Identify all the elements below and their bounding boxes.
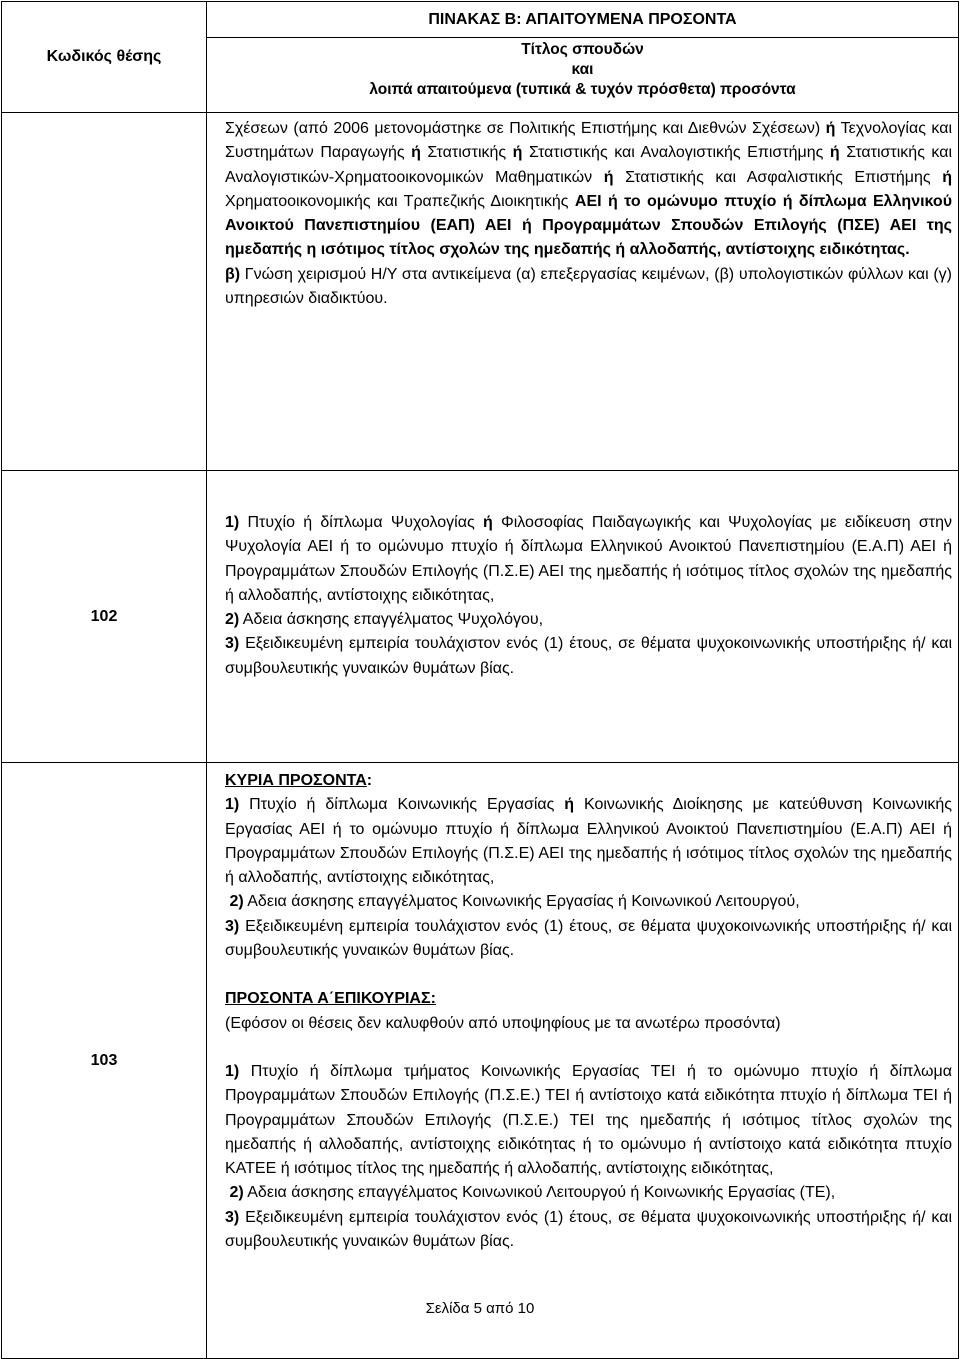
column-header-code: Κωδικός θέσης xyxy=(2,2,207,113)
table-row xyxy=(2,113,959,471)
text-segment: ή xyxy=(603,168,614,186)
text-segment: ή xyxy=(829,144,840,162)
column-header-title xyxy=(207,38,959,113)
text-segment: ή xyxy=(825,120,836,137)
qualification-item-3: 3) Εξειδικευμένη εμπειρία τουλάχιστον ενός (1) έτους, σε θέματα ψυχοκοινωνικής υποστήριξης ή/ και συμβουλευτικής γυναικών θυμάτων βίας. xyxy=(225,635,952,677)
main-qualification-item-1: 1) Πτυχίο ή δίπλωμα Κοινωνικής Εργασίας ή Κοινωνικής Διοίκησης με κατεύθυνση Κοινωνικής Εργασίας ΑΕΙ ή το ομώνυμο πτυχίο ή δίπλωμα Ελληνικού Ανοικτού Πανεπιστημίου (Ε.Α.Π) ΑΕΙ ή Προγραμμάτων Σπουδών Επιλογής (Π.Σ.Ε) ΑΕΙ της ημεδαπής ή ισότιμος τίτλος σχολών της ημεδαπής ή αλλοδαπής, αντίστοιχης ειδικότητας, xyxy=(225,796,953,887)
position-code: 103 xyxy=(2,763,207,1359)
column-header-line-3: λοιπά απαιτούμενα (τυπικά & τυχόν πρόσθετα) προσόντα xyxy=(369,81,796,98)
position-code xyxy=(2,113,207,471)
requirements-table xyxy=(1,1,959,1359)
main-qualifications-heading: ΚΥΡΙΑ ΠΡΟΣΟΝΤΑ: xyxy=(225,772,373,789)
text-segment: ή xyxy=(411,144,421,162)
table-row xyxy=(2,471,959,763)
main-qualification-item-2: 2) Αδεια άσκησης επαγγέλματος Κοινωνικής Εργασίας ή Κοινωνικού Λειτουργού, xyxy=(229,893,800,911)
text-segment: Σχέσεων (από 2006 μετονομάστηκε σε Πολιτικής Επιστήμης και Διεθνών Σχέσεων) xyxy=(225,120,826,137)
text-segment: ή xyxy=(942,168,952,186)
text-segment: Στατιστικής και Ασφαλιστικής Επιστήμης xyxy=(613,168,943,186)
aux-qualification-item-2: 2) Αδεια άσκησης επαγγέλματος Κοινωνικού Λειτουργού ή Κοινωνικής Εργασίας (ΤΕ), xyxy=(229,1184,836,1202)
qualification-item-1: 1) Πτυχίο ή δίπλωμα Ψυχολογίας ή Φιλοσοφίας Παιδαγωγικής και Ψυχολογίας με ειδίκευση στην Ψυχολογία ΑΕΙ ή το ομώνυμο πτυχίο ή δίπλωμα Ελληνικού Ανοικτού Πανεπιστημίου (Ε.Α.Π) ΑΕΙ ή Προγραμμάτων Σπουδών Επιλογής (Π.Σ.Ε) ΑΕΙ της ημεδαπής ή ισότιμος τίτλος σχολών της ημεδαπής ή αλλοδαπής, αντίστοιχης ειδικότητας, xyxy=(225,514,953,604)
text-segment: Στατιστικής και Αναλογιστικών-Χρηματοοικονομικών Μαθηματικών xyxy=(225,144,953,186)
position-code: 102 xyxy=(2,471,207,763)
text-segment: Χρηματοοικονομικής και Τραπεζικής Διοικητικής xyxy=(225,192,575,210)
page-number: Σελίδα 5 από 10 xyxy=(425,1300,535,1317)
text-segment: Τεχνολογίας και Συστημάτων Παραγωγής xyxy=(225,120,952,162)
auxiliary-note: (Εφόσον οι θέσεις δεν καλυφθούν από υποψηφίους με τα ανωτέρω προσόντα) xyxy=(225,1014,781,1032)
auxiliary-qualifications-heading: ΠΡΟΣΟΝΤΑ Α΄ΕΠΙΚΟΥΡΙΑΣ: xyxy=(225,990,436,1008)
table-row xyxy=(2,763,959,1359)
computer-skills-paragraph: β) Γνώση χειρισμού Η/Υ στα αντικείμενα (α) επεξεργασίας κειμένων, (β) υπολογιστικών φύλλων και (γ) υπηρεσιών διαδικτύου. xyxy=(225,265,952,308)
text-segment: ΑΕΙ ή το ομώνυμο πτυχίο ή δίπλωμα Ελληνικού Ανοικτού Πανεπιστημίου (ΕΑΠ) ΑΕΙ ή Προγραμμάτων Σπουδών Επιλογής (ΠΣΕ) ΑΕΙ της ημεδαπής η ισότιμος τίτλος σχολών της ημεδαπής ή αλλοδαπής, αντίστοιχης ειδικότητας. xyxy=(225,192,953,259)
main-qualification-item-3: 3) Εξειδικευμένη εμπειρία τουλάχιστον ενός (1) έτους, σε θέματα ψυχοκοινωνικής υποστήριξης ή/ και συμβουλευτικής γυναικών θυμάτων βίας. xyxy=(225,917,952,960)
qualifications-cell xyxy=(207,471,959,763)
qualifications-cell xyxy=(207,113,959,471)
text-segment: Στατιστικής και Αναλογιστικής Επιστήμης xyxy=(522,144,830,162)
qualifications-paragraph xyxy=(225,117,952,263)
table-title: ΠΙΝΑΚΑΣ Β: ΑΠΑΙΤΟΥΜΕΝΑ ΠΡΟΣΟΝΤΑ xyxy=(207,2,959,38)
column-header-line-2: και xyxy=(571,61,594,78)
qualifications-cell xyxy=(207,763,959,1359)
column-header-line-1: Τίτλος σπουδών xyxy=(521,41,644,58)
text-segment: ή xyxy=(512,144,523,162)
aux-qualification-item-1: 1) Πτυχίο ή δίπλωμα τμήματος Κοινωνικής Εργασίας ΤΕΙ ή το ομώνυμο πτυχίο ή δίπλωμα Προγραμμάτων Σπουδών Επιλογής (Π.Σ.Ε.) ΤΕΙ ή αντίστοιχο κατά ειδικότητα πτυχίο ή δίπλωμα ΤΕΙ ή Προγραμμάτων Σπουδών Επιλογής (Π.Σ.Ε.) ΤΕΙ της ημεδαπής ή ισότιμος τίτλος σχολών της ημεδαπής ή αλλοδαπής, αντίστοιχης ειδικότητας ή το ομώνυμο ή αντίστοιχο κατά ειδικότητα πτυχίο ΚΑΤΕΕ ή ισότιμος τίτλος της ημεδαπής ή αλλοδαπής, αντίστοιχης ειδικότητας, xyxy=(225,1062,952,1178)
aux-qualification-item-3: 3) Εξειδικευμένη εμπειρία τουλάχιστον ενός (1) έτους, σε θέματα ψυχοκοινωνικής υποστήριξης ή/ και συμβουλευτικής γυναικών θυμάτων βίας. xyxy=(225,1208,952,1251)
text-segment: Στατιστικής xyxy=(420,144,513,162)
qualification-item-2: 2) Αδεια άσκησης επαγγέλματος Ψυχολόγου, xyxy=(225,611,544,629)
